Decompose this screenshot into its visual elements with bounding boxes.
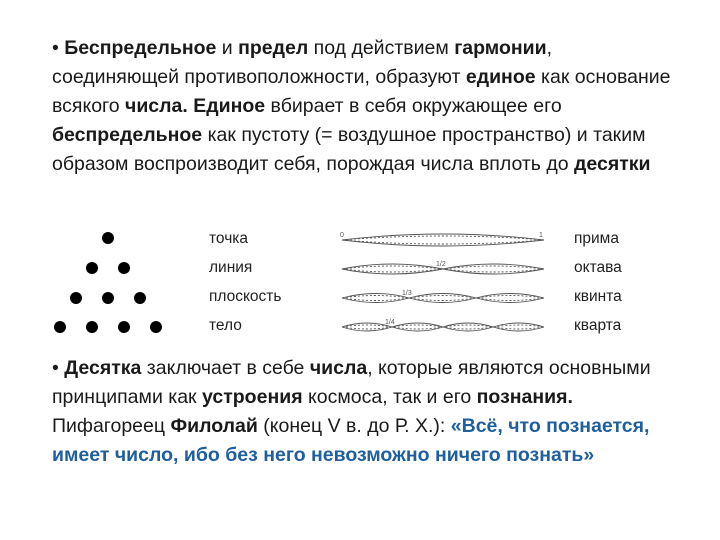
tetractys-dot — [70, 292, 82, 304]
term-philolaus: Филолай — [170, 415, 258, 437]
tetractys-dot — [54, 321, 66, 333]
wave-fundamental — [342, 240, 544, 246]
wave-fundamental — [342, 234, 544, 240]
term-decad: Десятка — [64, 357, 142, 379]
bullet: • — [52, 357, 59, 379]
text-fragment: как основание всякого — [52, 66, 671, 117]
label-plane: плоскость — [209, 288, 282, 305]
wave-label-third: 1/3 — [402, 290, 412, 297]
term-boundless: Беспредельное — [64, 37, 217, 59]
text-fragment: Пифагореец — [52, 415, 171, 437]
wave-fourth — [342, 325, 544, 329]
text-fragment: (конец V в. до Р. Х.): — [257, 415, 451, 437]
tetractys-dot — [86, 262, 98, 274]
tetractys-diagram — [52, 228, 172, 338]
label-line: линия — [209, 259, 253, 276]
term-numbers: числа — [309, 357, 368, 379]
term-structure: устроения — [202, 386, 303, 408]
tetractys-dot — [134, 292, 146, 304]
wave-label-half: 1/2 — [436, 261, 446, 268]
wave-label-start: 0 — [340, 232, 344, 239]
tetractys-dot — [150, 321, 162, 333]
tetractys-dot — [102, 232, 114, 244]
tetractys-dot — [118, 321, 130, 333]
wave-fifth — [342, 296, 544, 301]
string-vibration-diagram — [336, 228, 550, 340]
bullet: • — [52, 37, 59, 59]
paragraph-harmony — [52, 34, 672, 179]
text-fragment: как пустоту (= воздушное пространство) и таким образом воспроизводит себя, порождая числа вплоть до — [52, 124, 646, 175]
tetractys-dot — [86, 321, 98, 333]
text-fragment: под действием — [308, 37, 455, 59]
tetractys-dot — [118, 262, 130, 274]
tetractys-dot — [102, 292, 114, 304]
wave-label-end: 1 — [539, 232, 543, 239]
text-fragment: , которые являются основными принципами как — [52, 357, 651, 408]
text-fragment: , соединяющей противоположности, образуют — [52, 37, 553, 88]
term-one: единое — [465, 66, 536, 88]
term-limit: предел — [238, 37, 309, 59]
wave-fifth — [342, 294, 544, 303]
term-cognition: познания. — [476, 386, 573, 408]
label-fifth: квинта — [574, 288, 622, 305]
philolaus-quote: «Всё, что познается, имеет число, ибо без него невозможно ничего познать» — [52, 415, 650, 466]
term-boundless-2: беспредельное — [52, 124, 203, 146]
term-decad: десятки — [574, 153, 651, 175]
text-fragment: космоса, так и его — [302, 386, 477, 408]
text-fragment: заключает в себе — [141, 357, 310, 379]
vibration-waves-svg — [336, 228, 550, 340]
label-unison: прима — [574, 230, 619, 247]
text-fragment: и — [216, 37, 239, 59]
label-point: точка — [209, 230, 249, 247]
wave-fifth — [342, 296, 544, 301]
text-fragment: вбирает в себя окружающее его — [265, 95, 562, 117]
paragraph-decad — [52, 354, 672, 470]
term-number-one: числа. Единое — [125, 95, 266, 117]
label-fourth: кварта — [574, 317, 622, 334]
label-octave: октава — [574, 259, 622, 276]
label-solid: тело — [209, 317, 242, 334]
term-harmony: гармонии — [454, 37, 547, 59]
wave-label-quarter: 1/4 — [385, 319, 395, 326]
wave-fifth — [342, 294, 544, 303]
